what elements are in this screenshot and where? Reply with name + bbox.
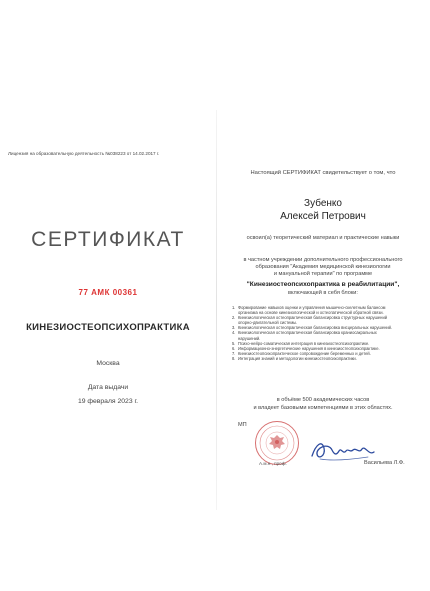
block-number: 4. (232, 330, 236, 336)
mastered-text: освоил(а) теоретический материал и практические навыки (246, 235, 400, 241)
block-number: 2. (232, 315, 236, 321)
block-item (232, 356, 400, 361)
serial-number: 77 АМК 00361 (78, 288, 138, 297)
block-number: 6. (232, 345, 236, 351)
program-name: КИНЕЗИОСТЕОПСИХОПРАКТИКА (26, 322, 190, 333)
program-title: "Кинезиостеопсихопрактика в реабилитации", (246, 281, 400, 288)
license-text: Лицензия на образовательную деятельность №038223 от 14.02.2017 г. (8, 151, 160, 156)
issue-date-label: Дата выдачи (87, 384, 129, 391)
block-text: Кинезиологическая остеопрактическая балансировка краниосакральных нарушений. (238, 330, 377, 341)
signer-title: А.м.н., проф. (259, 461, 287, 466)
block-number: 5. (232, 340, 236, 346)
block-text: Формирование навыков оценки и управления мышечно-скелетным балансом организма на основе кинезиологической и остеопатической обратной связи. (238, 305, 386, 316)
holder-given-names: Алексей Петрович (280, 211, 366, 222)
block-item (232, 330, 400, 340)
block-text: Кинезиологическая остеопрактическая балансировка висцеральных нарушений. (238, 325, 393, 331)
block-number: 8. (232, 355, 236, 361)
blocks-list (232, 305, 400, 361)
block-text: Информационно-энергетические нарушения в кинезиостеопсихопрактике. (238, 345, 380, 351)
block-number: 1. (232, 305, 236, 310)
block-text: Психо-нейро-соматическая интеграция в кинезиостеопсихопрактике. (238, 340, 370, 346)
competence-text: и владеет базовыми компетенциями в этих областях. (253, 405, 393, 411)
certificate-title: СЕРТИФИКАТ (31, 228, 185, 251)
seal-place-label: МП (238, 422, 247, 428)
intro-text: Настоящий СЕРТИФИКАТ свидетельствует о том, что (250, 170, 396, 176)
institution-line: образования "Академия медицинской кинезиологии (255, 264, 391, 270)
block-number: 3. (232, 325, 236, 331)
hours-text: в объёме 500 академических часов (276, 397, 370, 403)
round-seal-icon (254, 420, 300, 466)
includes-text: включающей в себя блоки: (288, 290, 358, 296)
block-text: Интеграция знаний и методологии кинезиостеопсихопрактики. (238, 355, 357, 361)
signer-name: Васильева Л.Ф. (364, 460, 405, 466)
block-number: 7. (232, 350, 236, 356)
block-text: Кинезиологическая остеопрактическая балансировка структурных нарушений опорно-двигательной системы. (238, 315, 388, 326)
institution-text (216, 257, 430, 278)
block-item (232, 315, 400, 325)
city: Москва (96, 360, 120, 367)
issue-date: 19 февраля 2023 г. (77, 398, 139, 405)
institution-line: в частном учреждении дополнительного профессионального (243, 257, 403, 263)
institution-line: и мануальной терапии" по программе (273, 271, 373, 277)
holder-surname: Зубенко (304, 198, 342, 209)
block-text: Кинезиостеопсихопрактическое сопровождение беременных и детей. (238, 350, 371, 356)
block-item (232, 305, 400, 315)
